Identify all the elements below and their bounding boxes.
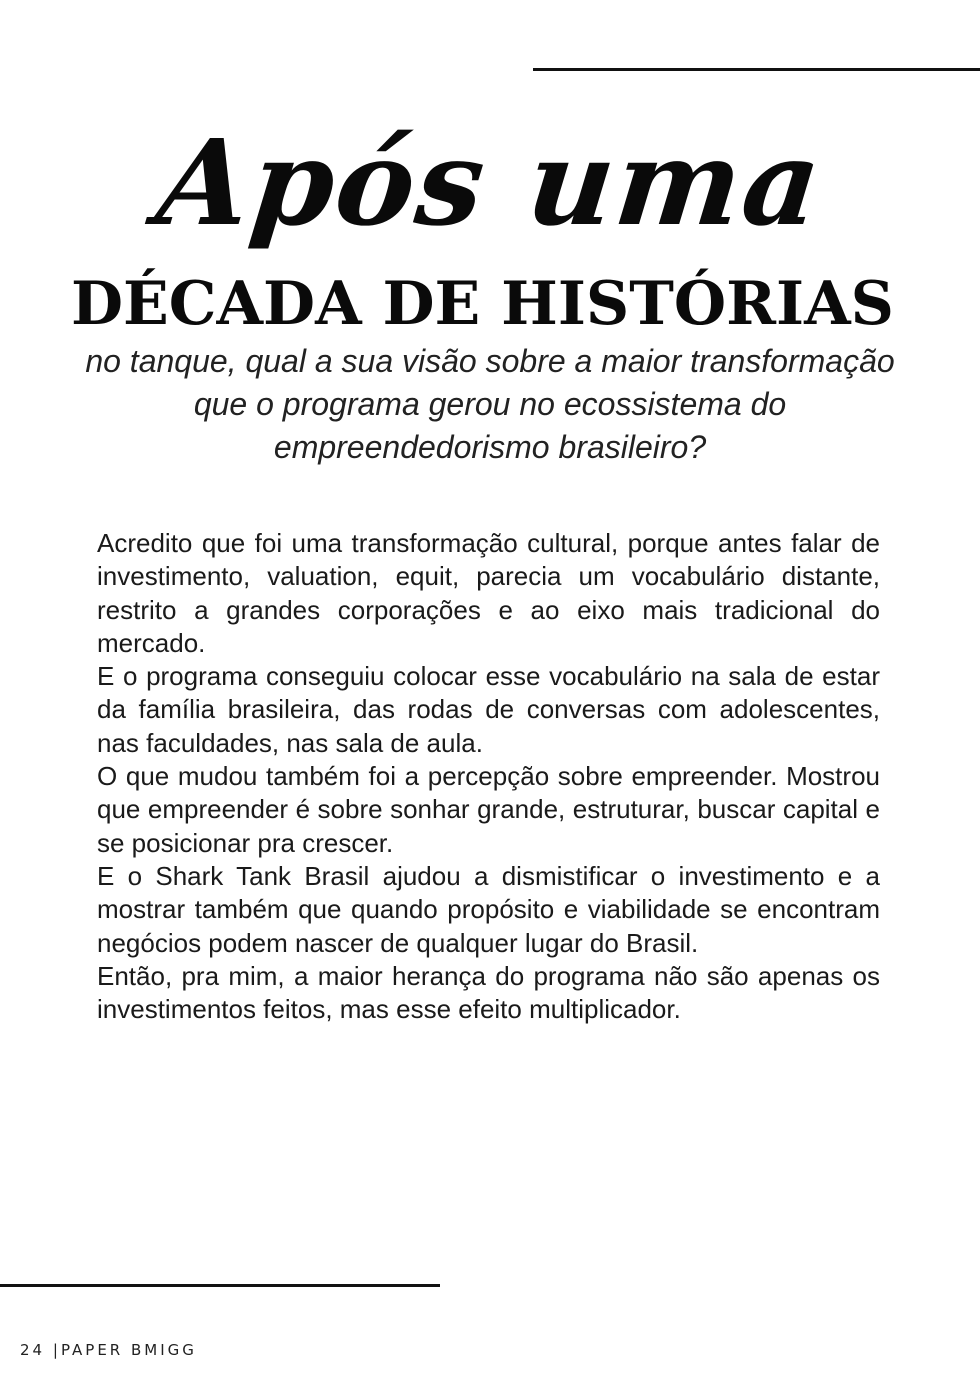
answer-paragraph: E o Shark Tank Brasil ajudou a dismistificar o investimento e a mostrar também que quando propósito e viabilidade se encontram negócios podem nascer de qualquer lugar do Brasil. — [97, 860, 880, 958]
page-number: 24 — [20, 1341, 46, 1359]
bottom-divider — [0, 1284, 440, 1287]
answer-body — [97, 527, 880, 1026]
page-footer — [20, 1341, 197, 1359]
answer-paragraph: O que mudou também foi a percepção sobre empreender. Mostrou que empreender é sobre sonhar grande, estruturar, buscar capital e se posicionar pra crescer. — [97, 761, 880, 858]
interview-question: no tanque, qual a sua visão sobre a maior transformação que o programa gerou no ecossistema do empreendedorismo brasileiro? — [85, 343, 895, 465]
answer-paragraph: Acredito que foi uma transformação cultural, porque antes falar de investimento, valuation, equit, parecia um vocabulário distante, restrito a grandes corporações e ao eixo mais tradicional do mercado. — [97, 528, 880, 658]
answer-paragraph: E o programa conseguiu colocar esse vocabulário na sala de estar da família brasileira, das rodas de conversas com adolescentes, nas faculdades, nas sala de aula. — [97, 661, 880, 758]
page-title: DÉCADA DE HISTÓRIAS — [70, 269, 894, 339]
answer-paragraph: Então, pra mim, a maior herança do programa não são apenas os investimentos feitos, mas esse efeito multiplicador. — [97, 960, 880, 1025]
top-divider — [533, 68, 980, 71]
footer-separator: | — [52, 1341, 61, 1359]
publication-name: PAPER BMIGG — [60, 1341, 197, 1359]
script-heading: Após uma — [151, 113, 830, 252]
